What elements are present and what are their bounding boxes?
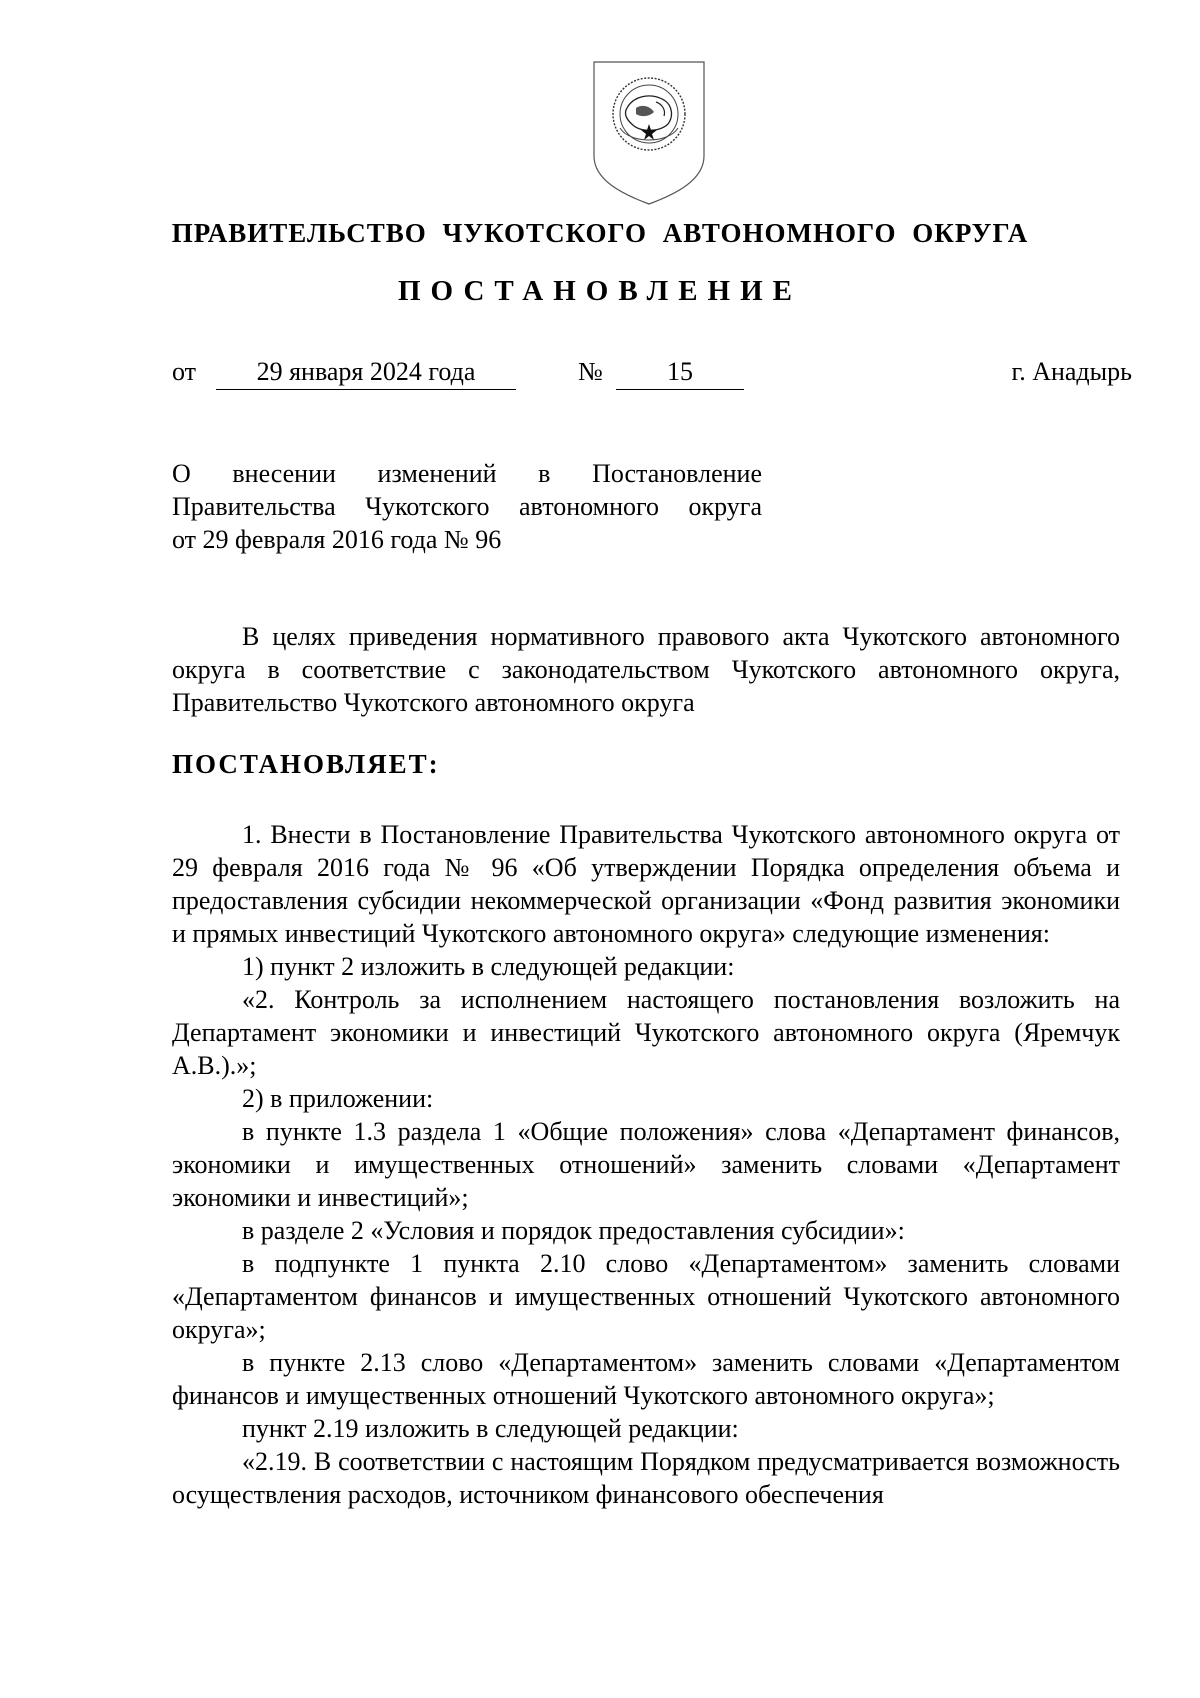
- body-paragraph: 2) в приложении:: [242, 1084, 434, 1113]
- body-paragraph: в разделе 2 «Условия и порядок предоставления субсидии»:: [242, 1216, 905, 1245]
- body-paragraph: «2. Контроль за исполнением настоящего постановления возложить на Департамент экономики и инвестиций Чукотского автономного округа (Яремчук А.В.).»;: [172, 985, 1120, 1080]
- document-meta-row: [172, 357, 1132, 397]
- body-paragraph: в пункте 2.13 слово «Департаментом» заменить словами «Департаментом финансов и имущественных отношений Чукотского автономного округа»;: [172, 1348, 1120, 1410]
- document-number: 15: [616, 357, 744, 390]
- number-sign-label: №: [578, 357, 603, 386]
- organization-title: ПРАВИТЕЛЬСТВО ЧУКОТСКОГО АВТОНОМНОГО ОКРУГА: [171, 218, 1029, 248]
- body-paragraph: пункт 2.19 изложить в следующей редакции:: [242, 1414, 739, 1443]
- document-subject: [172, 457, 762, 556]
- subject-line: от 29 февраля 2016 года № 96: [172, 525, 502, 554]
- decree-heading: ПОСТАНОВЛЯЕТ:: [172, 749, 440, 779]
- date-prefix-label: от: [172, 357, 197, 386]
- subject-line: О внесении изменений в Постановление: [172, 459, 762, 488]
- coat-of-arms-emblem-icon: [590, 58, 708, 208]
- document-city: г. Анадырь: [1011, 357, 1132, 386]
- body-paragraph: 1) пункт 2 изложить в следующей редакции:: [242, 952, 735, 981]
- preamble: [172, 620, 1120, 719]
- document-date: 29 января 2024 года: [216, 357, 516, 390]
- subject-line: Правительства Чукотского автономного округа: [172, 492, 762, 521]
- document-type-title: ПОСТАНОВЛЕНИЕ: [397, 275, 802, 307]
- preamble-text: В целях приведения нормативного правового акта Чукотского автономного округа в соответствие с законодательством Чукотского автономного округа, Правительство Чукотского автономного округа: [172, 622, 1120, 717]
- document-body: [172, 818, 1120, 1511]
- body-paragraph: в подпункте 1 пункта 2.10 слово «Департаментом» заменить словами «Департаментом финансов и имущественных отношений Чукотского автономного округа»;: [172, 1249, 1120, 1344]
- body-paragraph: 1. Внести в Постановление Правительства Чукотского автономного округа от 29 февраля 2016 года № 96 «Об утверждении Порядка определения объема и предоставления субсидии некоммерческой организации «Фонд развития экономики и прямых инвестиций Чукотского автономного округа» следующие изменения:: [172, 820, 1120, 948]
- body-paragraph: в пункте 1.3 раздела 1 «Общие положения» слова «Департамент финансов, экономики и имущественных отношений» заменить словами «Департамент экономики и инвестиций»;: [172, 1117, 1120, 1212]
- body-paragraph: «2.19. В соответствии с настоящим Порядком предусматривается возможность осуществления расходов, источником финансового обеспечения: [172, 1447, 1120, 1509]
